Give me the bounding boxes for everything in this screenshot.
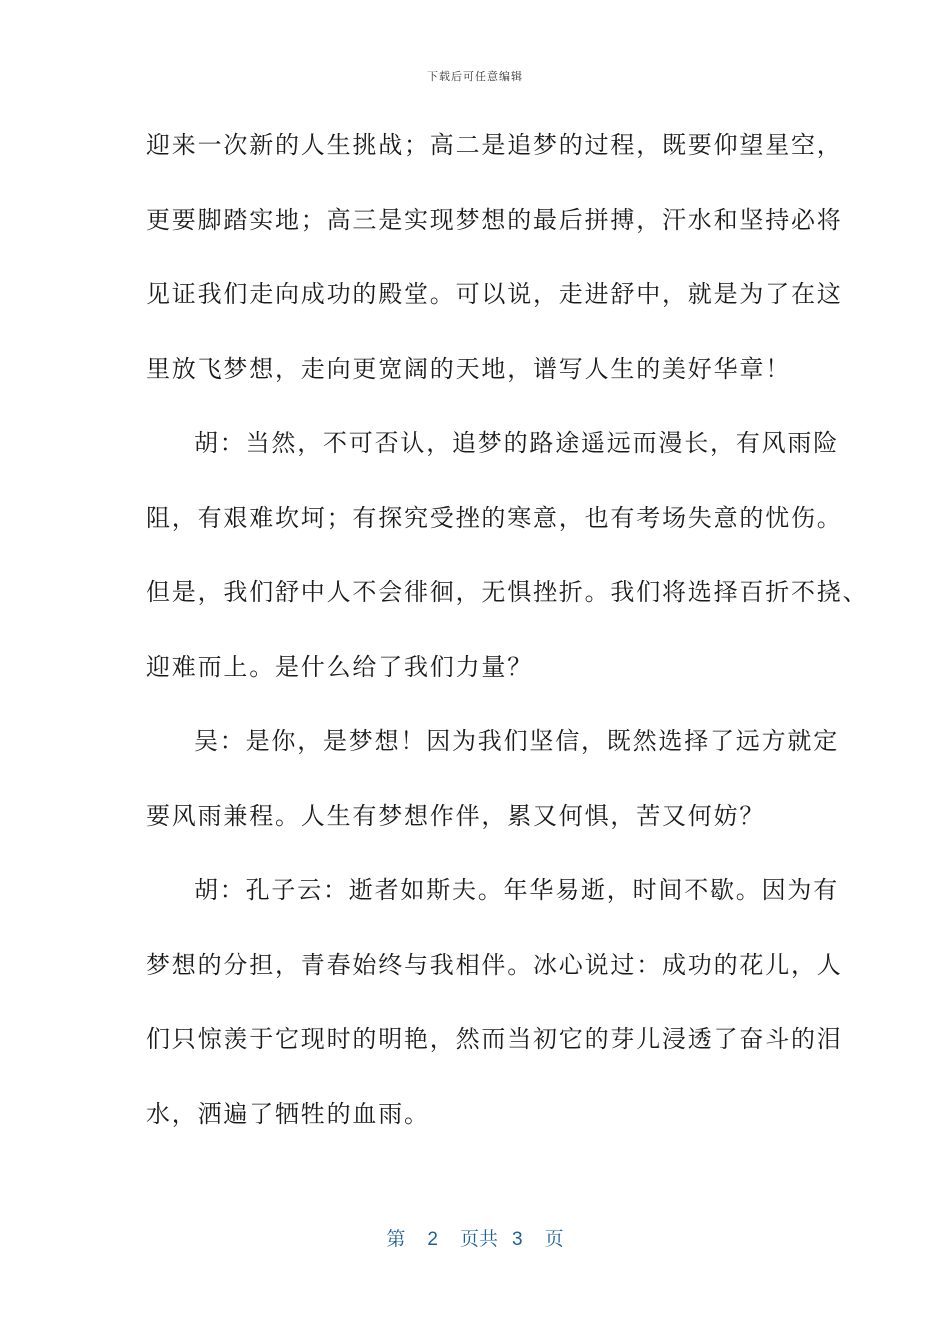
paragraph-start-line: 胡：当然，不可否认，追梦的路途遥远而漫长，有风雨险 bbox=[194, 429, 839, 457]
text-line: 要风雨兼程。人生有梦想作伴，累又何惧，苦又何妨？ bbox=[146, 801, 766, 830]
text-line: 更要脚踏实地；高三是实现梦想的最后拼搏，汗水和坚持必将 bbox=[146, 205, 843, 234]
text-line: 梦想的分担，青春始终与我相伴。冰心说过：成功的花儿，人 bbox=[146, 950, 843, 979]
text-line: 见证我们走向成功的殿堂。可以说，走进舒中，就是为了在这 bbox=[146, 280, 843, 308]
text-line: 水，洒遍了牺牲的血雨。 bbox=[146, 1099, 430, 1128]
text-line: 迎难而上。是什么给了我们力量？ bbox=[146, 652, 533, 681]
total-pages-number: 3 bbox=[512, 1229, 523, 1250]
text-line: 迎来一次新的人生挑战；高二是追梦的过程，既要仰望星空， bbox=[146, 131, 843, 159]
text-line: 但是，我们舒中人不会徘徊，无惧挫折。我们将选择百折不挠、 bbox=[146, 578, 869, 606]
footer-suffix: 页 bbox=[544, 1229, 564, 1250]
current-page-number: 2 bbox=[427, 1229, 438, 1250]
footer-middle: 页共 bbox=[459, 1229, 498, 1250]
document-body bbox=[146, 122, 869, 1165]
text-line: 们只惊羡于它现时的明艳，然而当初它的芽儿浸透了奋斗的泪 bbox=[146, 1025, 843, 1053]
header-note: 下载后可任意编辑 bbox=[427, 70, 523, 83]
text-line: 里放飞梦想，走向更宽阔的天地，谱写人生的美好华章！ bbox=[146, 354, 791, 383]
footer-prefix: 第 bbox=[386, 1229, 406, 1250]
paragraph-start-line: 吴：是你，是梦想！因为我们坚信，既然选择了远方就定 bbox=[194, 727, 839, 755]
text-line: 阻，有艰难坎坷；有探究受挫的寒意，也有考场失意的忧伤。 bbox=[146, 503, 843, 532]
paragraph-start-line: 胡：孔子云：逝者如斯夫。年华易逝，时间不歇。因为有 bbox=[194, 876, 839, 904]
page-footer bbox=[0, 1224, 950, 1251]
